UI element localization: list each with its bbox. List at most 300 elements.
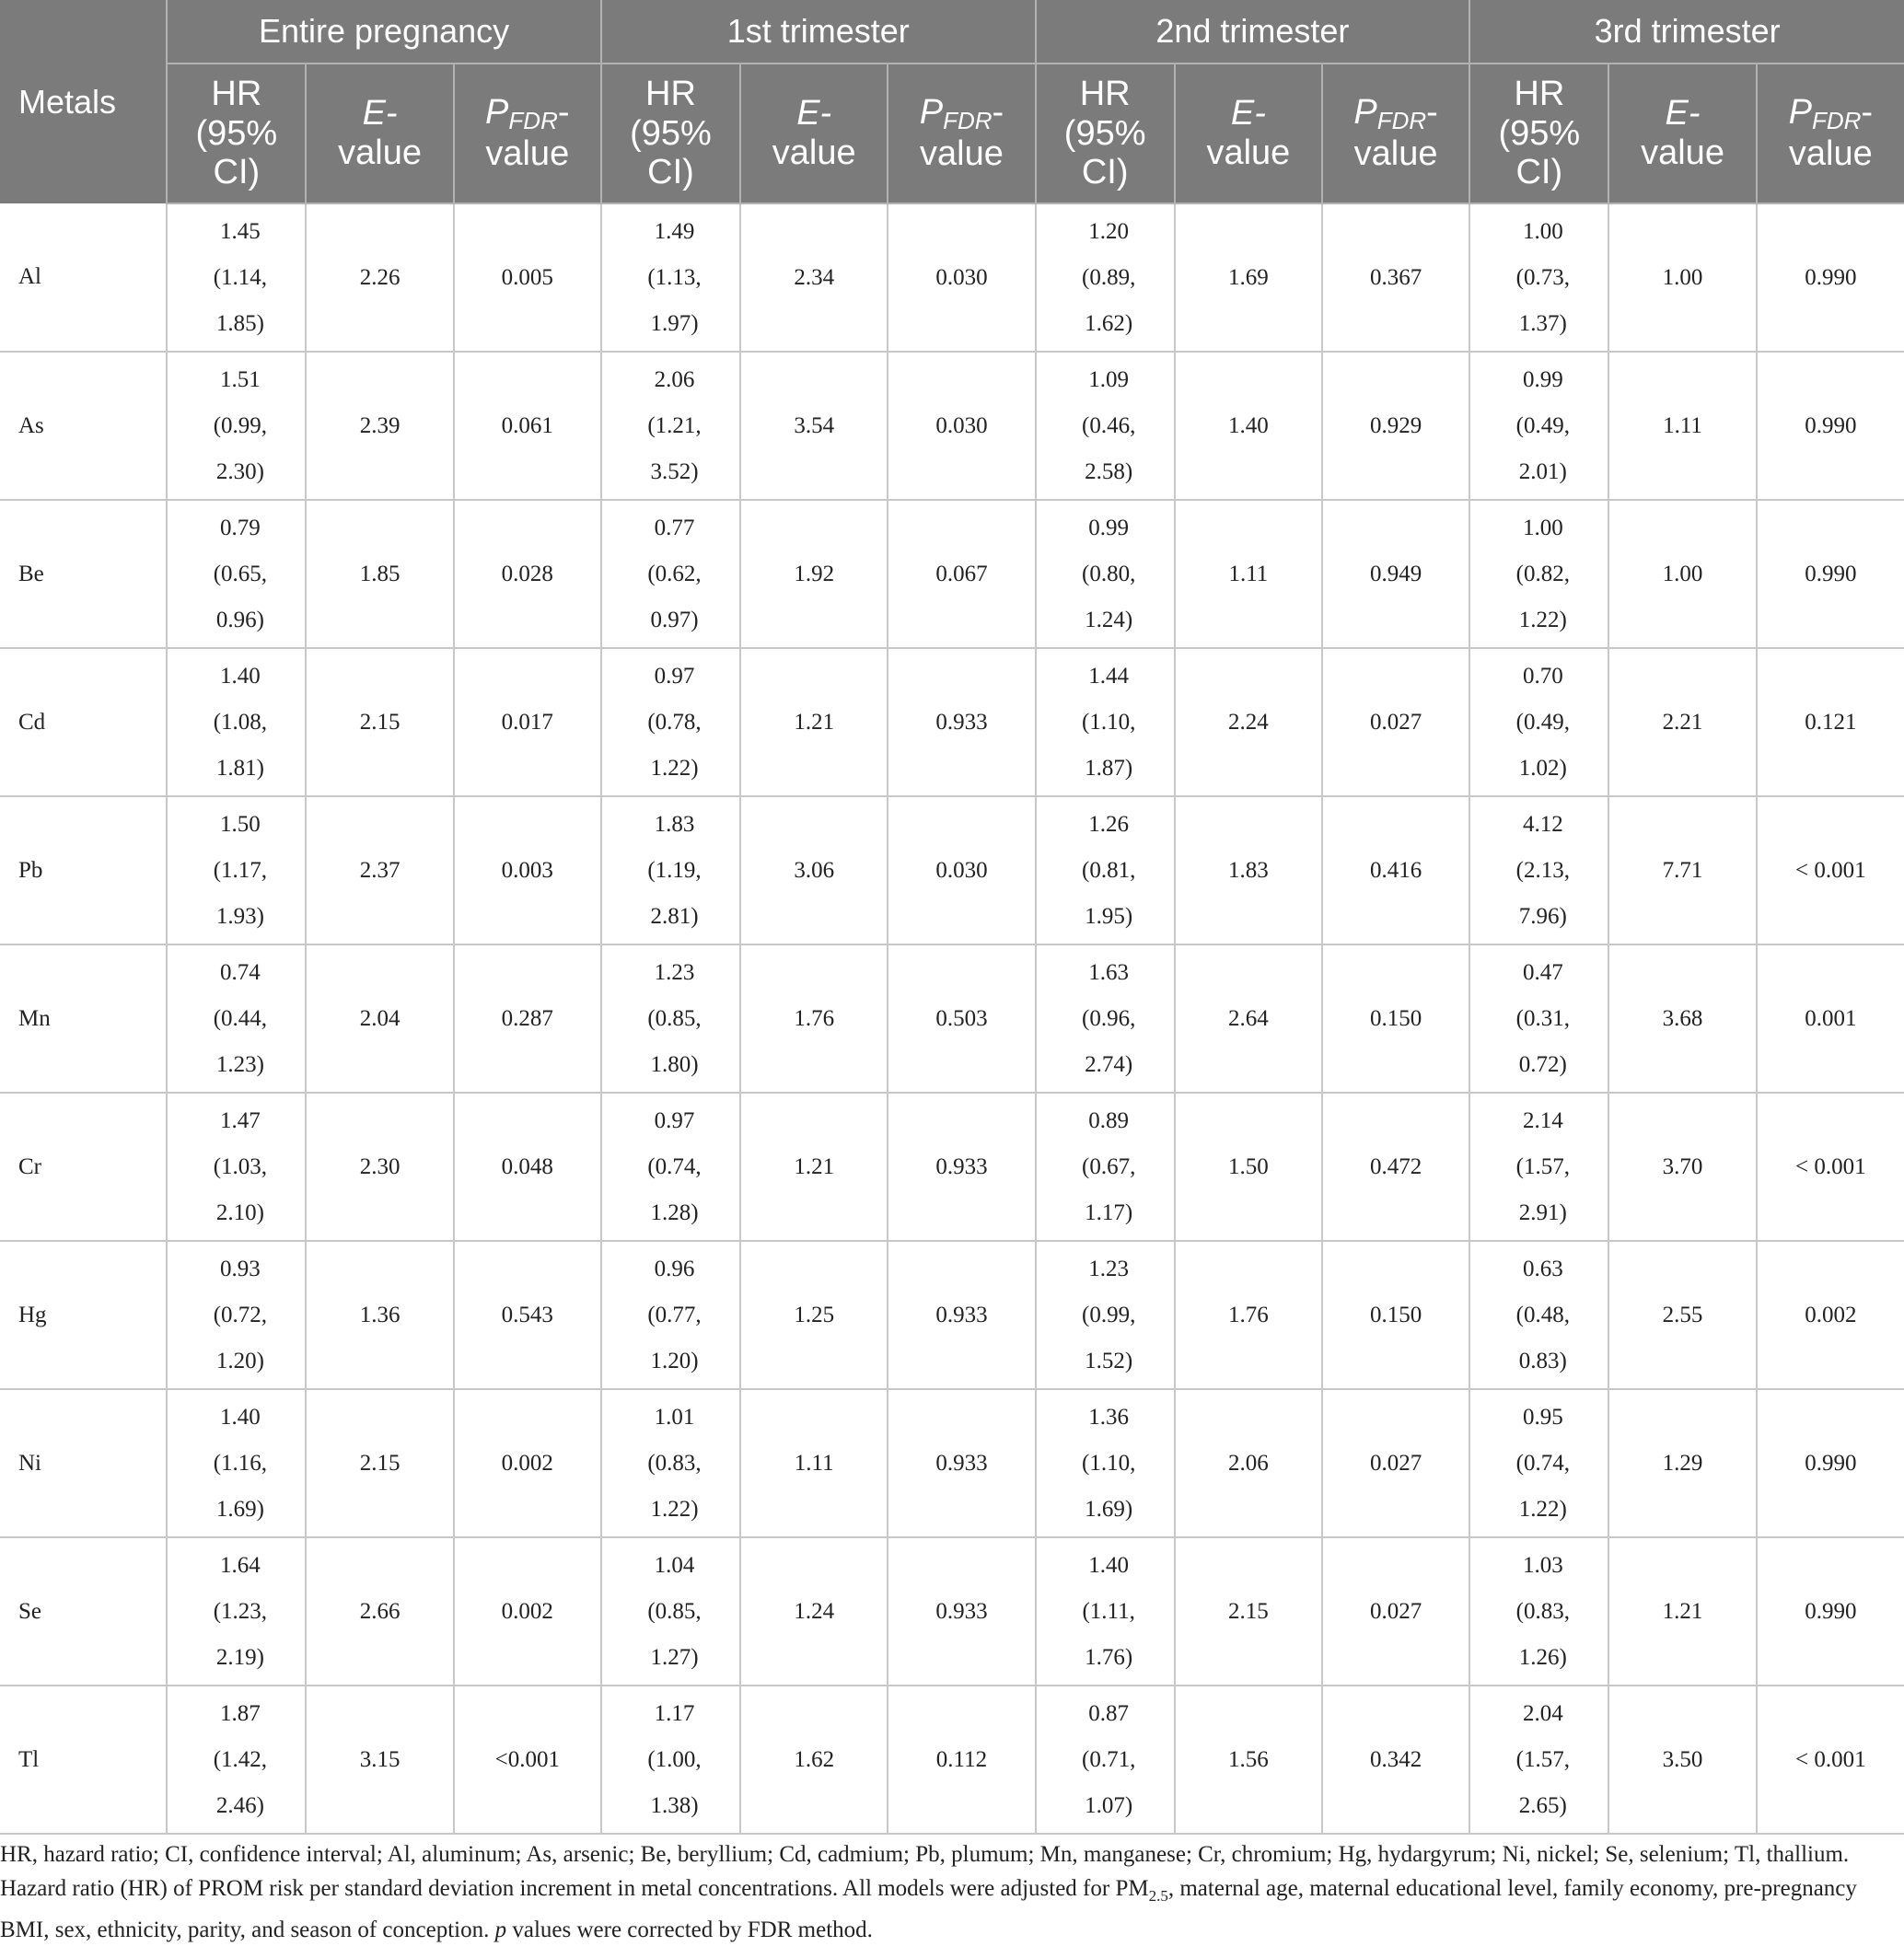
ci-lower: (0.46, [1082,412,1136,438]
p-fdr-value-cell: 0.003 [454,796,601,944]
hr-value: 0.99 [1088,515,1130,540]
e-value-cell: 2.06 [1175,1389,1322,1537]
hr-ci-cell [167,1686,306,1834]
ci-lower: (0.31, [1515,1005,1570,1031]
e-value-cell: 2.21 [1608,648,1756,796]
hr-value: 0.79 [219,515,261,540]
hr-header-line: CI) [647,153,694,192]
ci-lower: (1.21, [647,412,702,438]
table-row [0,944,1904,1093]
p-fdr-value-cell: 0.949 [1322,500,1469,648]
p-header-dash: - [1426,93,1438,133]
ci-upper: 1.07) [1085,1792,1133,1818]
e-header-line: value [1206,133,1291,172]
ci-upper: 1.26) [1518,1644,1567,1670]
table-footnote [0,1837,1887,1947]
hr-value: 1.00 [1522,218,1563,244]
e-value-cell: 3.70 [1608,1093,1756,1241]
p-fdr-value-cell: 0.990 [1757,352,1904,500]
ci-upper: 2.46) [215,1792,264,1818]
ci-lower: (0.89, [1082,264,1136,290]
e-value-cell: 1.21 [740,1093,888,1241]
hr-value: 1.04 [654,1552,695,1578]
ci-upper: 1.69) [1085,1496,1133,1522]
hr-header-line: (95% [1063,113,1146,153]
e-value-header-2nd-trimester [1175,64,1322,203]
hr-ci-cell [1036,203,1175,352]
p-fdr-value-cell: 0.472 [1322,1093,1469,1241]
e-value-cell: 1.50 [1175,1093,1322,1241]
hr-ci-cell [1036,500,1175,648]
p-fdr-value-cell: 0.030 [888,203,1035,352]
table-row [0,648,1904,796]
p-fdr-header-3rd-trimester [1757,64,1904,203]
ci-upper: 1.38) [650,1792,699,1818]
p-fdr-value-cell: 0.933 [888,1537,1035,1686]
hr-ci-cell [601,1093,740,1241]
p-fdr-value-cell: 0.933 [888,1241,1035,1389]
p-fdr-value-cell: 0.027 [1322,648,1469,796]
hr-ci-cell [1469,648,1608,796]
ci-lower: (0.81, [1082,857,1136,883]
metal-name-cell: Cr [0,1093,167,1241]
e-value-cell: 1.21 [1608,1537,1756,1686]
hr-ci-cell [1036,1241,1175,1389]
hr-ci-cell [1036,1686,1175,1834]
hr-value: 1.51 [219,366,261,392]
footnote-part1: HR, hazard ratio; CI, confidence interval; Al, aluminum; As, arsenic; Be, beryllium; Cd, cadmium; Pb, plumum; Mn, manganese; Cr, chromium; Hg, hydargyrum; Ni, nickel; Se, selenium; Tl, thallium. Hazard ratio (HR) of PROM risk per standard deviation increment in metal concentrations. All models were adjusted for PM [0,1842,1850,1901]
p-header-line: value [485,134,570,174]
ci-upper: 1.22) [1518,1496,1567,1522]
e-header-letter: E- [796,94,832,133]
e-value-cell: 1.92 [740,500,888,648]
hr-value: 1.49 [654,218,695,244]
e-header-line: value [772,133,856,172]
hr-ci-cell [601,352,740,500]
p-fdr-value-cell: 0.030 [888,352,1035,500]
p-fdr-value-cell: <0.001 [454,1686,601,1834]
e-value-cell: 2.64 [1175,944,1322,1093]
hr-value: 1.20 [1088,218,1130,244]
ci-upper: 1.17) [1085,1199,1133,1225]
hr-header-line: (95% [195,113,278,153]
e-value-cell: 1.85 [306,500,453,648]
table-row [0,1537,1904,1686]
ci-upper: 1.85) [215,310,264,336]
table-row [0,500,1904,648]
hr-value: 1.01 [654,1404,695,1430]
metal-name-cell: Tl [0,1686,167,1834]
hr-value: 0.96 [654,1256,695,1281]
ci-lower: (1.57, [1515,1746,1570,1772]
e-value-cell: 2.39 [306,352,453,500]
hr-ci-cell [1036,1093,1175,1241]
metal-name-cell: Ni [0,1389,167,1537]
p-header-line: value [1788,134,1873,174]
p-fdr-value-cell: 0.990 [1757,500,1904,648]
ci-lower: (0.62, [647,561,702,586]
footnote-part3: values were corrected by FDR method. [506,1917,873,1942]
hr-ci-cell [167,352,306,500]
ci-upper: 1.02) [1518,755,1567,781]
e-header-letter: E- [362,94,398,133]
hr-value: 1.40 [219,663,261,689]
p-fdr-value-cell: 0.150 [1322,1241,1469,1389]
ci-upper: 1.52) [1085,1348,1133,1373]
ci-lower: (1.23, [213,1598,268,1624]
e-value-cell: 1.11 [1608,352,1756,500]
hr-ci-cell [1469,1686,1608,1834]
table-header [0,0,1904,203]
e-value-cell: 1.11 [740,1389,888,1537]
ci-lower: (1.17, [213,857,268,883]
ci-upper: 1.37) [1518,310,1567,336]
hr-value: 1.83 [654,811,695,837]
hr-value: 1.00 [1522,515,1563,540]
hr-ci-cell [1036,1389,1175,1537]
ci-lower: (0.99, [213,412,268,438]
p-header-subscript: FDR [1376,107,1427,135]
hr-value: 1.47 [219,1107,261,1133]
metal-name-cell: Be [0,500,167,648]
ci-lower: (0.85, [647,1598,702,1624]
hr-ci-cell [601,1389,740,1537]
header-sub-row [0,64,1904,203]
metal-name-cell: Hg [0,1241,167,1389]
ci-upper: 0.83) [1518,1348,1567,1373]
hr-ci-cell [601,203,740,352]
e-value-cell: 2.24 [1175,648,1322,796]
e-value-cell: 3.15 [306,1686,453,1834]
ci-lower: (0.77, [647,1302,702,1327]
e-value-cell: 2.34 [740,203,888,352]
group-header-3rd-trimester: 3rd trimester [1469,0,1904,64]
p-fdr-value-cell: < 0.001 [1757,1093,1904,1241]
ci-lower: (1.10, [1082,1450,1136,1476]
ci-upper: 1.23) [215,1051,264,1077]
ci-lower: (0.65, [213,561,268,586]
hr-ci-cell [601,1537,740,1686]
hr-ci-cell [167,648,306,796]
p-fdr-value-cell: 0.005 [454,203,601,352]
metal-name-cell: Cd [0,648,167,796]
e-value-cell: 1.76 [740,944,888,1093]
table-row [0,1241,1904,1389]
ci-upper: 1.27) [650,1644,699,1670]
ci-upper: 0.96) [215,607,264,632]
e-header-letter: E- [1665,94,1701,133]
ci-lower: (1.57, [1515,1153,1570,1179]
hr-value: 4.12 [1522,811,1563,837]
ci-upper: 1.28) [650,1199,699,1225]
e-value-cell: 1.00 [1608,500,1756,648]
ci-lower: (0.82, [1515,561,1570,586]
hr-value: 1.87 [219,1700,261,1726]
hr-ci-cell [601,796,740,944]
metal-name-cell: Al [0,203,167,352]
hr-ci-cell [167,500,306,648]
e-value-cell: 1.56 [1175,1686,1322,1834]
p-header-letter: P [1788,93,1812,133]
metal-name-cell: As [0,352,167,500]
e-value-cell: 2.26 [306,203,453,352]
hr-ci-cell [167,1093,306,1241]
p-header-line: value [1353,134,1438,174]
e-value-cell: 1.36 [306,1241,453,1389]
ci-lower: (0.83, [1515,1598,1570,1624]
ci-upper: 2.10) [215,1199,264,1225]
hr-header-line: HR [1514,75,1565,114]
hr-ci-cell [601,1686,740,1834]
hr-value: 1.50 [219,811,261,837]
p-fdr-value-cell: 0.048 [454,1093,601,1241]
footnote-p-italic: p [494,1917,507,1942]
ci-lower: (0.78, [647,709,702,735]
ci-upper: 1.24) [1085,607,1133,632]
ci-lower: (1.16, [213,1450,268,1476]
e-value-cell: 7.71 [1608,796,1756,944]
ci-upper: 3.52) [650,458,699,484]
hr-value: 0.63 [1522,1256,1563,1281]
hr-ci-header-2nd-trimester [1036,64,1175,203]
e-value-cell: 3.54 [740,352,888,500]
hr-ci-cell [1036,352,1175,500]
hr-value: 1.45 [219,218,261,244]
e-value-cell: 2.55 [1608,1241,1756,1389]
ci-upper: 2.58) [1085,458,1133,484]
p-fdr-value-cell: < 0.001 [1757,1686,1904,1834]
table-row [0,1093,1904,1241]
hr-ci-cell [1036,796,1175,944]
p-header-subscript: FDR [943,107,993,135]
p-fdr-value-cell: 0.503 [888,944,1035,1093]
p-fdr-value-cell: 0.933 [888,1093,1035,1241]
ci-upper: 1.20) [215,1348,264,1373]
hr-value: 0.77 [654,515,695,540]
table-body [0,203,1904,1834]
e-value-cell: 1.69 [1175,203,1322,352]
p-fdr-header-2nd-trimester [1322,64,1469,203]
ci-lower: (2.13, [1515,857,1570,883]
p-fdr-value-cell: 0.002 [1757,1241,1904,1389]
e-value-cell: 2.15 [306,648,453,796]
hr-ci-header-3rd-trimester [1469,64,1608,203]
hr-ci-cell [1036,944,1175,1093]
ci-lower: (0.99, [1082,1302,1136,1327]
ci-upper: 1.87) [1085,755,1133,781]
hr-header-line: HR [211,75,262,114]
p-fdr-value-cell: 0.416 [1322,796,1469,944]
hr-value: 0.87 [1088,1700,1130,1726]
p-fdr-value-cell: < 0.001 [1757,796,1904,944]
p-fdr-value-cell: 0.929 [1322,352,1469,500]
ci-upper: 1.20) [650,1348,699,1373]
p-header-subscript: FDR [1811,107,1862,135]
p-fdr-value-cell: 0.367 [1322,203,1469,352]
hr-ci-cell [1469,944,1608,1093]
hr-header-line: (95% [1498,113,1581,153]
e-value-cell: 2.04 [306,944,453,1093]
ci-lower: (1.11, [1082,1598,1135,1624]
hr-ci-cell [1469,1241,1608,1389]
ci-upper: 1.93) [215,903,264,929]
footnote-pm-subscript: 2.5 [1148,1887,1168,1905]
hr-value: 1.64 [219,1552,261,1578]
hr-value: 0.99 [1522,366,1563,392]
e-value-cell: 2.37 [306,796,453,944]
hr-value: 1.09 [1088,366,1130,392]
table-row [0,796,1904,944]
ci-lower: (0.71, [1082,1746,1136,1772]
e-value-cell: 1.00 [1608,203,1756,352]
p-header-dash: - [1861,93,1874,133]
e-value-cell: 1.83 [1175,796,1322,944]
ci-lower: (1.19, [647,857,702,883]
p-header-letter: P [919,93,944,133]
hr-ci-cell [1469,1537,1608,1686]
ci-upper: 1.95) [1085,903,1133,929]
hr-ci-cell [601,648,740,796]
p-header-dash: - [992,93,1004,133]
hr-value: 0.70 [1522,663,1563,689]
metals-column-header: Metals [0,0,167,203]
ci-upper: 2.81) [650,903,699,929]
p-fdr-header-entire-pregnancy [454,64,601,203]
hr-value: 2.14 [1522,1107,1563,1133]
hr-ci-cell [601,500,740,648]
ci-lower: (1.10, [1082,709,1136,735]
p-fdr-value-cell: 0.028 [454,500,601,648]
metal-name-cell: Se [0,1537,167,1686]
ci-upper: 1.97) [650,310,699,336]
ci-lower: (0.80, [1082,561,1136,586]
metal-name-cell: Pb [0,796,167,944]
hr-value: 0.93 [219,1256,261,1281]
hr-ci-cell [167,1241,306,1389]
p-fdr-header-1st-trimester [888,64,1035,203]
ci-lower: (0.44, [213,1005,268,1031]
header-group-row [0,0,1904,64]
ci-upper: 1.80) [650,1051,699,1077]
e-value-header-3rd-trimester [1608,64,1756,203]
ci-lower: (1.00, [647,1746,702,1772]
p-fdr-value-cell: 0.342 [1322,1686,1469,1834]
ci-upper: 1.76) [1085,1644,1133,1670]
footnote-part2: , maternal age, maternal educational level, family economy, pre-pregnancy BMI, sex, ethnicity, parity, and season of conception. [0,1876,1857,1942]
e-value-cell: 1.62 [740,1686,888,1834]
ci-lower: (1.03, [213,1153,268,1179]
hr-header-line: CI) [1081,153,1129,192]
hr-ci-cell [167,944,306,1093]
p-fdr-value-cell: 0.150 [1322,944,1469,1093]
e-value-cell: 1.29 [1608,1389,1756,1537]
hr-ci-cell [167,1537,306,1686]
ci-lower: (1.42, [213,1746,268,1772]
e-value-cell: 2.15 [306,1389,453,1537]
ci-upper: 0.72) [1518,1051,1567,1077]
hr-header-line: HR [645,75,696,114]
hr-value: 1.40 [219,1404,261,1430]
ci-lower: (0.96, [1082,1005,1136,1031]
p-fdr-value-cell: 0.017 [454,648,601,796]
p-fdr-value-cell: 0.112 [888,1686,1035,1834]
hr-value: 0.97 [654,663,695,689]
ci-upper: 2.19) [215,1644,264,1670]
p-fdr-value-cell: 0.002 [454,1389,601,1537]
p-fdr-value-cell: 0.990 [1757,1537,1904,1686]
hr-ci-cell [601,1241,740,1389]
ci-lower: (0.67, [1082,1153,1136,1179]
hr-ci-cell [167,796,306,944]
e-value-cell: 1.24 [740,1537,888,1686]
hr-value: 1.17 [654,1700,695,1726]
hr-ci-cell [167,203,306,352]
p-fdr-value-cell: 0.030 [888,796,1035,944]
hr-value: 0.74 [219,959,261,985]
table-row [0,1686,1904,1834]
hr-value: 1.26 [1088,811,1130,837]
hr-ci-cell [1469,352,1608,500]
ci-upper: 2.65) [1518,1792,1567,1818]
e-value-cell: 2.66 [306,1537,453,1686]
hr-header-line: CI) [213,153,261,192]
ci-lower: (1.08, [213,709,268,735]
e-value-header-entire-pregnancy [306,64,453,203]
hr-value: 1.23 [654,959,695,985]
p-fdr-value-cell: 0.061 [454,352,601,500]
ci-lower: (1.14, [213,264,268,290]
hr-value: 1.23 [1088,1256,1130,1281]
ci-lower: (0.72, [213,1302,268,1327]
e-value-cell: 1.40 [1175,352,1322,500]
hr-ci-cell [1469,1093,1608,1241]
ci-lower: (0.49, [1515,709,1570,735]
p-fdr-value-cell: 0.287 [454,944,601,1093]
hr-value: 0.47 [1522,959,1563,985]
ci-upper: 1.22) [1518,607,1567,632]
ci-upper: 1.62) [1085,310,1133,336]
p-fdr-value-cell: 0.002 [454,1537,601,1686]
p-fdr-value-cell: 0.067 [888,500,1035,648]
p-fdr-value-cell: 0.990 [1757,203,1904,352]
table-row [0,352,1904,500]
ci-lower: (0.48, [1515,1302,1570,1327]
e-value-header-1st-trimester [740,64,888,203]
p-header-dash: - [557,93,570,133]
p-fdr-value-cell: 0.933 [888,648,1035,796]
e-value-cell: 1.21 [740,648,888,796]
p-fdr-value-cell: 0.990 [1757,1389,1904,1537]
e-value-cell: 1.76 [1175,1241,1322,1389]
ci-upper: 2.30) [215,458,264,484]
ci-lower: (0.49, [1515,412,1570,438]
hr-value: 1.40 [1088,1552,1130,1578]
hr-ci-header-1st-trimester [601,64,740,203]
p-header-line: value [920,134,1004,174]
p-fdr-value-cell: 0.027 [1322,1537,1469,1686]
group-header-2nd-trimester: 2nd trimester [1036,0,1470,64]
hr-ci-cell [167,1389,306,1537]
e-header-line: value [338,133,422,172]
hr-ci-cell [1469,1389,1608,1537]
p-header-letter: P [485,93,509,133]
ci-upper: 2.74) [1085,1051,1133,1077]
e-value-cell: 3.68 [1608,944,1756,1093]
hr-header-line: HR [1079,75,1131,114]
hr-value: 1.63 [1088,959,1130,985]
e-value-cell: 2.15 [1175,1537,1322,1686]
hr-header-line: (95% [630,113,712,153]
